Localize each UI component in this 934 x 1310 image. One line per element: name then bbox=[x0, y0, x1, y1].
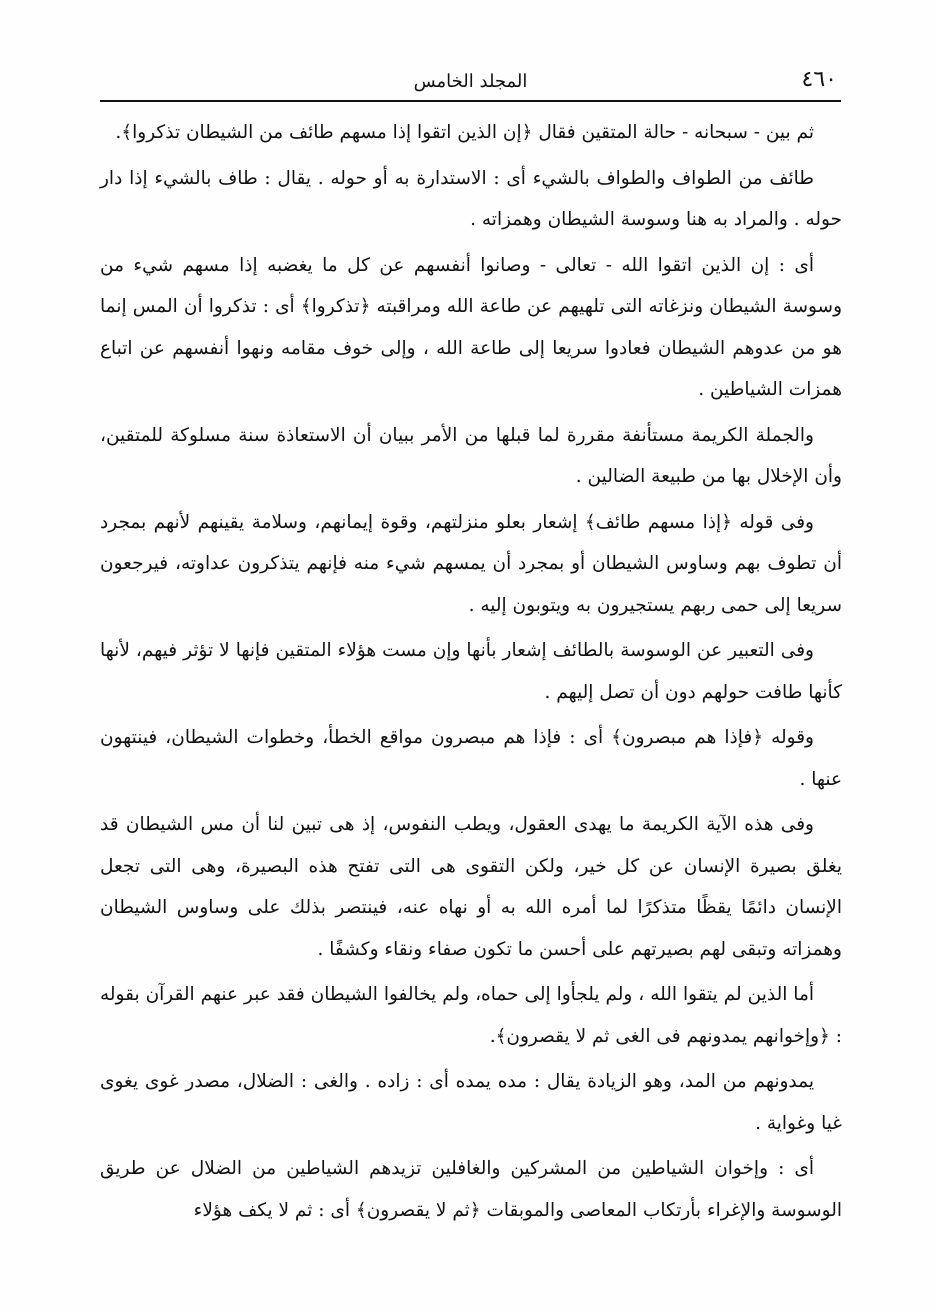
paragraph: طائف من الطواف والطواف بالشيء أى : الاستدارة به أو حوله . يقال : طاف بالشيء إذا دار حوله . والمراد به هنا وسوسة الشيطان وهمزاته . bbox=[100, 167, 842, 230]
paragraph: أما الذين لم يتقوا الله ، ولم يلجأوا إلى حماه، ولم يخالفوا الشيطان فقد عبر عنهم القرآن بقوله : ﴿وإخوانهم يمدونهم فى الغى ثم لا يقصرون﴾. bbox=[100, 984, 842, 1047]
paragraph: أى : وإخوان الشياطين من المشركين والغافلين تزيدهم الشياطين من الضلال عن طريق الوسوسة والإغراء بأرتكاب المعاصى والموبقات ﴿ثم لا يقصرون﴾ أى : ثم لا يكف هؤلاء bbox=[100, 1158, 842, 1221]
page-header bbox=[100, 60, 841, 102]
paragraph: وفى هذه الآية الكريمة ما يهدى العقول، ويطب النفوس، إذ هى تبين لنا أن مس الشيطان قد يغلق بصيرة الإنسان عن كل خير، ولكن التقوى هى التى تفتح هذه البصيرة، وهى التى تجعل الإنسان دائمًا يقظًا متذكرًا لما أمره الله به أو نهاه عنه، فينتصر بذلك على وساوس الشيطان وهمزاته وتبقى لهم بصيرتهم على أحسن ما تكون صفاء ونقاء وكشفًا . bbox=[100, 814, 842, 960]
paragraph: والجملة الكريمة مستأنفة مقررة لما قبلها من الأمر ببيان أن الاستعاذة سنة مسلوكة للمتقين، وأن الإخلال بها من طبيعة الضالين . bbox=[100, 424, 842, 487]
paragraph: ثم بين - سبحانه - حالة المتقين فقال ﴿إن الذين اتقوا إذا مسهم طائف من الشيطان تذكروا﴾. bbox=[115, 122, 814, 143]
paragraph: وفى قوله ﴿إذا مسهم طائف﴾ إشعار بعلو منزلتهم، وقوة إيمانهم، وسلامة يقينهم لأنهم بمجرد أن تطوف بهم وساوس الشيطان أو بمجرد أن يمسهم شيء منه فإنهم يتذكرون عداوته، فيرجعون سريعا إلى حمى ربهم يستجيرون به ويتوبون إليه . bbox=[100, 511, 842, 616]
paragraph: أى : إن الذين اتقوا الله - تعالى - وصانوا أنفسهم عن كل ما يغضبه إذا مسهم شيء من وسوسة الشيطان ونزغاته التى تلهيهم عن طاعة الله ومراقبته ﴿تذكروا﴾ أى : تذكروا أن المس إنما هو من عدوهم الشيطان فعادوا سريعا إلى طاعة الله ، وإلى خوف مقامه ونهوا أنفسهم عن اتباع همزات الشياطين . bbox=[100, 254, 842, 400]
paragraph: وفى التعبير عن الوسوسة بالطائف إشعار بأنها وإن مست هؤلاء المتقين فإنها لا تؤثر فيهم، لأنها كأنها طافت حولهم دون أن تصل إليهم . bbox=[100, 640, 842, 703]
paragraph: يمدونهم من المد، وهو الزيادة يقال : مده يمده أى : زاده . والغى : الضلال، مصدر غوى يغوى غيا وغواية . bbox=[100, 1071, 842, 1134]
paragraph: وقوله ﴿فإذا هم مبصرون﴾ أى : فإذا هم مبصرون مواقع الخطأ، وخطوات الشيطان، فينتهون عنها . bbox=[100, 727, 842, 790]
page-number: ٤٦٠ bbox=[801, 67, 837, 92]
running-head: المجلد الخامس bbox=[413, 71, 528, 92]
body-text bbox=[100, 112, 842, 1235]
